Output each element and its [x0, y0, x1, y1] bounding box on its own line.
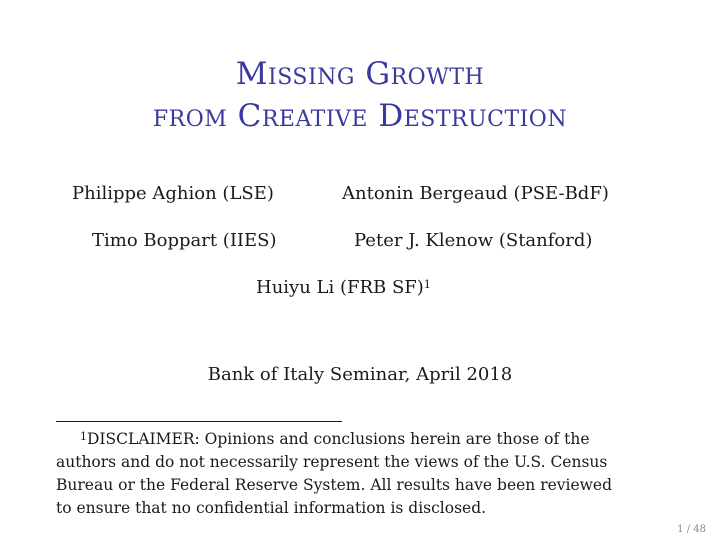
author-li — [256, 277, 431, 299]
footnote-rule — [56, 421, 342, 422]
author-footnote-marker: 1 — [423, 278, 431, 291]
slide-title-line-1: Missing Growth — [235, 56, 485, 92]
author-bergeaud: Antonin Bergeaud (PSE-BdF) — [342, 183, 609, 204]
disclaimer-footnote — [56, 428, 670, 520]
author-boppart: Timo Boppart (IIES) — [92, 230, 277, 251]
seminar-venue-date: Bank of Italy Seminar, April 2018 — [207, 364, 513, 385]
page-number: 1 / 48 — [677, 524, 706, 535]
slide-title-line-2: from Creative Destruction — [152, 98, 568, 134]
footnote-line-2: authors and do not necessarily represent the views of the U.S. Census — [56, 453, 608, 471]
footnote-number: 1 — [80, 430, 87, 443]
footnote-line-3: Bureau or the Federal Reserve System. All results have been reviewed — [56, 476, 613, 494]
footnote-line-1: DISCLAIMER: Opinions and conclusions herein are those of the — [87, 430, 590, 448]
author-aghion: Philippe Aghion (LSE) — [72, 183, 274, 204]
author-klenow: Peter J. Klenow (Stanford) — [354, 230, 593, 251]
footnote-line-4: to ensure that no confidential information is disclosed. — [56, 499, 487, 517]
author-li-name: Huiyu Li (FRB SF) — [256, 277, 424, 298]
